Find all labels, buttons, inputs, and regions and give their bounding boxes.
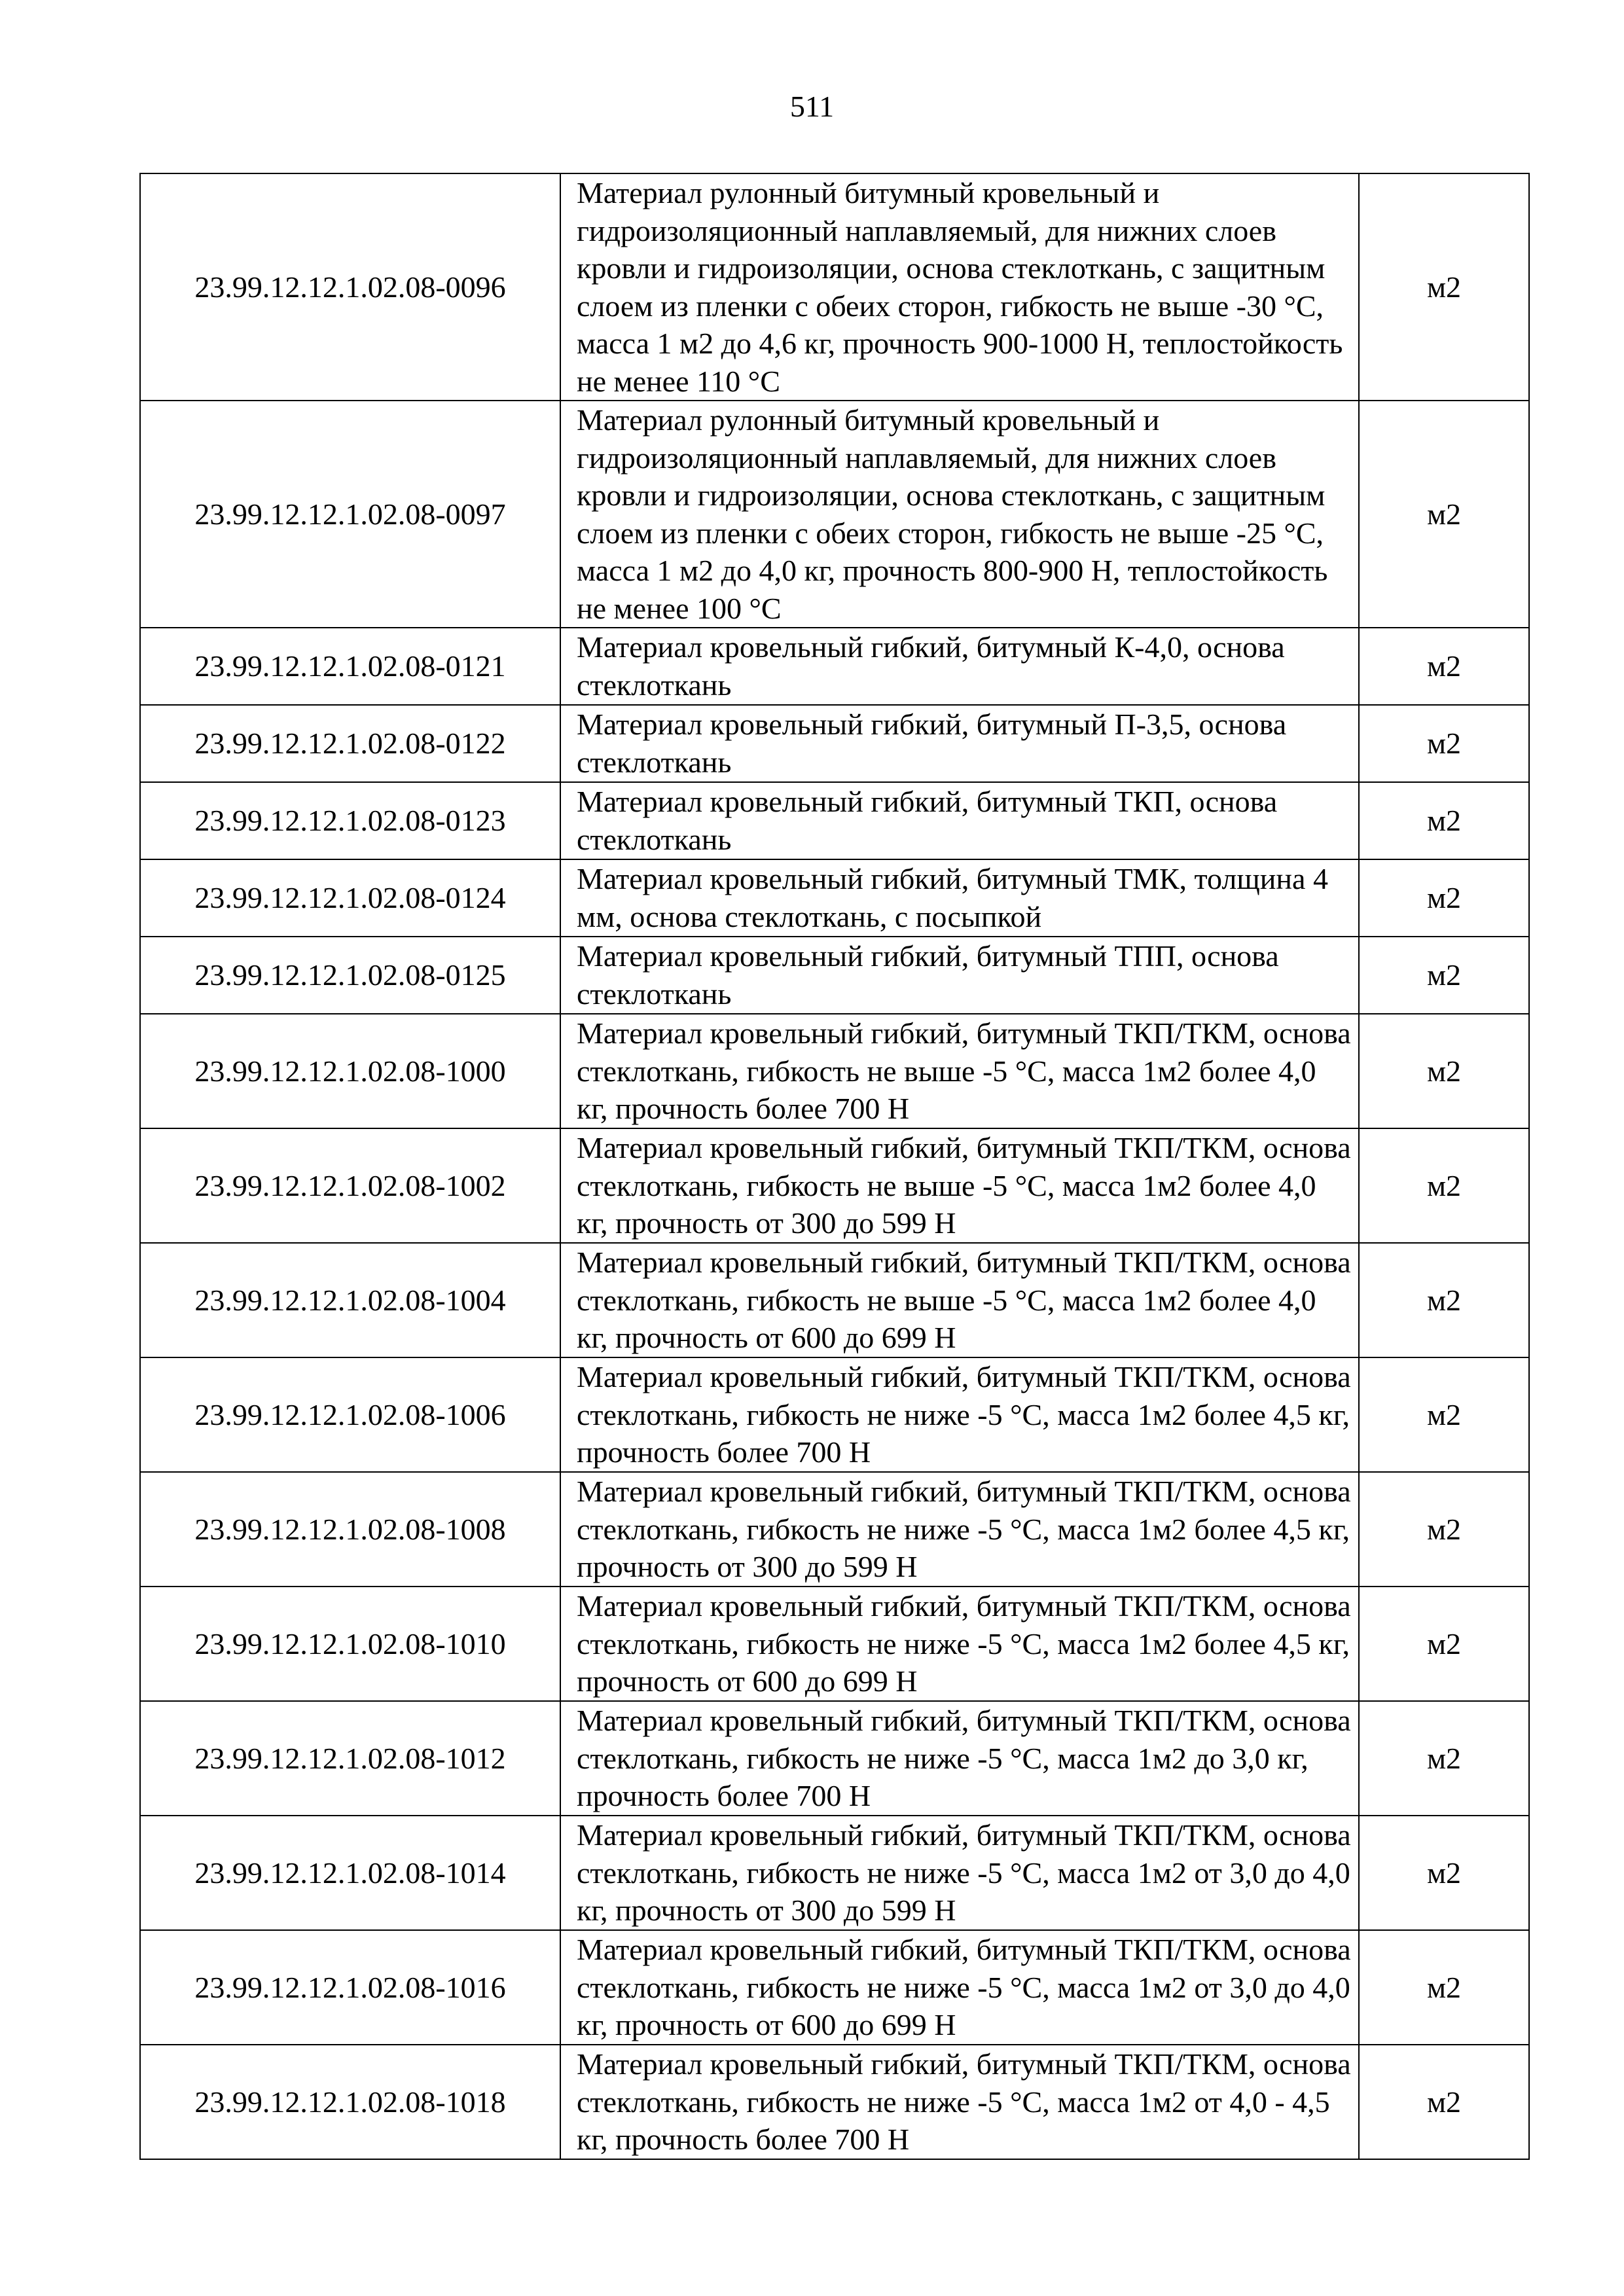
resource-code: 23.99.12.12.1.02.08-0125 (140, 937, 560, 1014)
resource-description: Материал кровельный гибкий, битумный ТМК, толщина 4 мм, основа стеклоткань, с посыпкой (560, 859, 1359, 937)
resource-code: 23.99.12.12.1.02.08-1006 (140, 1357, 560, 1472)
materials-table (139, 173, 1530, 2160)
resource-description: Материал кровельный гибкий, битумный ТКП/ТКМ, основа стеклоткань, гибкость не ниже -5 °С, масса 1м2 более 4,5 кг, прочность от 300 до 599 Н (560, 1472, 1359, 1587)
resource-description: Материал кровельный гибкий, битумный П-3,5, основа стеклоткань (560, 705, 1359, 782)
resource-code: 23.99.12.12.1.02.08-0121 (140, 628, 560, 705)
table-row (140, 937, 1529, 1014)
table-row (140, 1243, 1529, 1357)
resource-code: 23.99.12.12.1.02.08-1004 (140, 1243, 560, 1357)
unit-of-measure: м2 (1359, 2045, 1529, 2159)
unit-of-measure: м2 (1359, 937, 1529, 1014)
resource-description: Материал кровельный гибкий, битумный ТКП, основа стеклоткань (560, 782, 1359, 859)
table-row (140, 782, 1529, 859)
resource-description: Материал кровельный гибкий, битумный ТКП/ТКМ, основа стеклоткань, гибкость не ниже -5 °С, масса 1м2 более 4,5 кг, прочность от 600 до 699 Н (560, 1587, 1359, 1701)
resource-code: 23.99.12.12.1.02.08-1008 (140, 1472, 560, 1587)
resource-description: Материал кровельный гибкий, битумный ТКП/ТКМ, основа стеклоткань, гибкость не выше -5 °С, масса 1м2 более 4,0 кг, прочность более 700 Н (560, 1014, 1359, 1128)
table-row (140, 1816, 1529, 1930)
resource-code: 23.99.12.12.1.02.08-1000 (140, 1014, 560, 1128)
table-row (140, 1014, 1529, 1128)
resource-code: 23.99.12.12.1.02.08-1002 (140, 1128, 560, 1243)
resource-description: Материал кровельный гибкий, битумный ТКП/ТКМ, основа стеклоткань, гибкость не выше -5 °С, масса 1м2 более 4,0 кг, прочность от 600 до 699 Н (560, 1243, 1359, 1357)
unit-of-measure: м2 (1359, 1472, 1529, 1587)
unit-of-measure: м2 (1359, 1587, 1529, 1701)
resource-description: Материал кровельный гибкий, битумный ТКП/ТКМ, основа стеклоткань, гибкость не выше -5 °С, масса 1м2 более 4,0 кг, прочность от 300 до 599 Н (560, 1128, 1359, 1243)
resource-description: Материал рулонный битумный кровельный и гидроизоляционный наплавляемый, для нижних слоев кровли и гидроизоляции, основа стеклоткань, с защитным слоем из пленки с обеих сторон, гибкость не выше -30 °С, масса 1 м2 до 4,6 кг, прочность 900-1000 Н, теплостойкость не менее 110 °С (560, 173, 1359, 401)
unit-of-measure: м2 (1359, 401, 1529, 628)
page-number: 511 (789, 90, 835, 123)
unit-of-measure: м2 (1359, 1357, 1529, 1472)
resource-description: Материал кровельный гибкий, битумный ТКП/ТКМ, основа стеклоткань, гибкость не ниже -5 °С, масса 1м2 от 3,0 до 4,0 кг, прочность от 600 до 699 Н (560, 1930, 1359, 2045)
table-row (140, 1587, 1529, 1701)
unit-of-measure: м2 (1359, 1930, 1529, 2045)
resource-description: Материал рулонный битумный кровельный и гидроизоляционный наплавляемый, для нижних слоев кровли и гидроизоляции, основа стеклоткань, с защитным слоем из пленки с обеих сторон, гибкость не выше -25 °С, масса 1 м2 до 4,0 кг, прочность 800-900 Н, теплостойкость не менее 100 °С (560, 401, 1359, 628)
resource-code: 23.99.12.12.1.02.08-0124 (140, 859, 560, 937)
unit-of-measure: м2 (1359, 1014, 1529, 1128)
resource-code: 23.99.12.12.1.02.08-0096 (140, 173, 560, 401)
table-row (140, 1357, 1529, 1472)
resource-description: Материал кровельный гибкий, битумный ТКП/ТКМ, основа стеклоткань, гибкость не ниже -5 °С, масса 1м2 от 4,0 - 4,5 кг, прочность более 700 Н (560, 2045, 1359, 2159)
unit-of-measure: м2 (1359, 173, 1529, 401)
resource-code: 23.99.12.12.1.02.08-0097 (140, 401, 560, 628)
unit-of-measure: м2 (1359, 705, 1529, 782)
table-row (140, 859, 1529, 937)
unit-of-measure: м2 (1359, 1243, 1529, 1357)
unit-of-measure: м2 (1359, 628, 1529, 705)
unit-of-measure: м2 (1359, 859, 1529, 937)
resource-code: 23.99.12.12.1.02.08-1010 (140, 1587, 560, 1701)
resource-description: Материал кровельный гибкий, битумный ТКП/ТКМ, основа стеклоткань, гибкость не ниже -5 °С, масса 1м2 более 4,5 кг, прочность более 700 Н (560, 1357, 1359, 1472)
unit-of-measure: м2 (1359, 1816, 1529, 1930)
resource-code: 23.99.12.12.1.02.08-0122 (140, 705, 560, 782)
table-row (140, 705, 1529, 782)
unit-of-measure: м2 (1359, 782, 1529, 859)
resource-code: 23.99.12.12.1.02.08-1016 (140, 1930, 560, 2045)
table-row (140, 173, 1529, 401)
table-row (140, 2045, 1529, 2159)
resource-code: 23.99.12.12.1.02.08-1012 (140, 1701, 560, 1816)
resource-description: Материал кровельный гибкий, битумный ТКП/ТКМ, основа стеклоткань, гибкость не ниже -5 °С, масса 1м2 от 3,0 до 4,0 кг, прочность от 300 до 599 Н (560, 1816, 1359, 1930)
table-row (140, 1701, 1529, 1816)
resource-code: 23.99.12.12.1.02.08-1014 (140, 1816, 560, 1930)
table-row (140, 1472, 1529, 1587)
table-row (140, 628, 1529, 705)
unit-of-measure: м2 (1359, 1128, 1529, 1243)
resource-code: 23.99.12.12.1.02.08-0123 (140, 782, 560, 859)
table-row (140, 1128, 1529, 1243)
resource-code: 23.99.12.12.1.02.08-1018 (140, 2045, 560, 2159)
resource-description: Материал кровельный гибкий, битумный К-4,0, основа стеклоткань (560, 628, 1359, 705)
unit-of-measure: м2 (1359, 1701, 1529, 1816)
table-row (140, 1930, 1529, 2045)
table-row (140, 401, 1529, 628)
resource-description: Материал кровельный гибкий, битумный ТКП/ТКМ, основа стеклоткань, гибкость не ниже -5 °С, масса 1м2 до 3,0 кг, прочность более 700 Н (560, 1701, 1359, 1816)
resource-description: Материал кровельный гибкий, битумный ТПП, основа стеклоткань (560, 937, 1359, 1014)
